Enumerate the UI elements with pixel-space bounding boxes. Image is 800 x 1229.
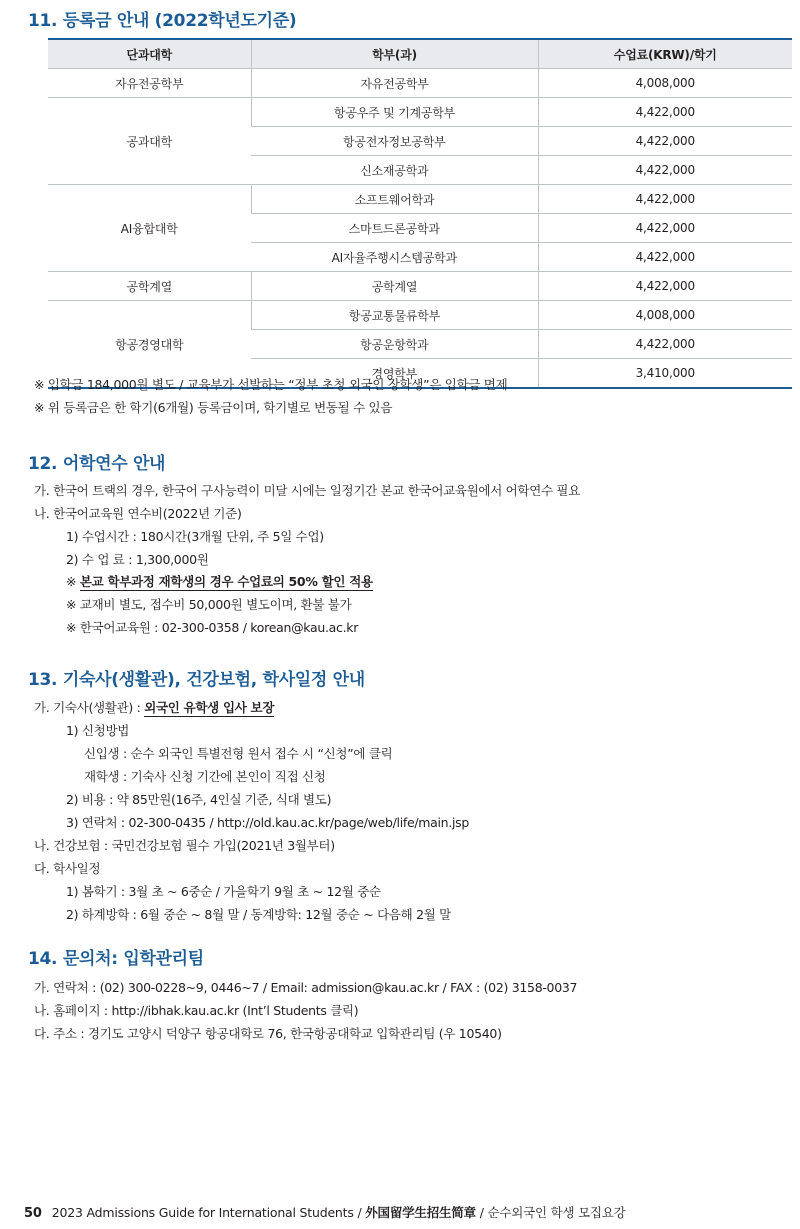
college-cell: 항공경영대학: [48, 301, 251, 389]
page-number: 50: [24, 1206, 42, 1221]
footer-separator: /: [353, 1205, 366, 1220]
department-cell: 경영학부: [251, 359, 538, 389]
section-12-title: 12. 어학연수 안내: [28, 454, 166, 474]
dormitory-cost: 2) 비용 : 약 85만원(16주, 4인실 기준, 식대 별도): [66, 792, 332, 807]
health-insurance: 나. 건강보험 : 국민건강보험 필수 가입(2021년 3월부터): [34, 838, 335, 853]
section-13-title: 13. 기숙사(생활관), 건강보험, 학사일정 안내: [28, 670, 365, 690]
tuition-cell: 4,422,000: [538, 243, 792, 272]
tuition-cell: 4,422,000: [538, 272, 792, 301]
tuition-cell: 4,422,000: [538, 156, 792, 185]
language-discount-note: [66, 572, 373, 590]
dormitory-new-students: 신입생 : 순수 외국인 특별전형 원서 접수 시 “신청”에 클릭: [84, 746, 393, 761]
table-row: [48, 98, 792, 127]
tuition-note-1: ※ 입학금 184,000원 별도 / 교육부가 선발하는 “정부 초청 외국인 장학생”은 입학금 면제: [34, 377, 508, 392]
department-cell: 신소재공학과: [251, 156, 538, 185]
vacation-schedule: 2) 하계방학 : 6월 중순 ~ 8월 말 / 동계방학: 12월 중순 ~ 다음해 2월 말: [66, 907, 451, 922]
language-note-2: ※ 교재비 별도, 접수비 50,000원 별도이며, 환불 불가: [66, 597, 352, 612]
header-college: 단과대학: [48, 39, 251, 69]
tuition-cell: 4,422,000: [538, 330, 792, 359]
section-11-title: 11. 등록금 안내 (2022학년도기준): [28, 11, 297, 31]
guide-title-chinese: 外国留学生招生简章: [365, 1205, 476, 1220]
semester-schedule: 1) 봄학기 : 3월 초 ~ 6중순 / 가을학기 9월 초 ~ 12월 중순: [66, 884, 381, 899]
guide-title: 2023 Admissions Guide for International Students: [51, 1205, 354, 1220]
department-cell: 공학계열: [251, 272, 538, 301]
college-cell: 공학계열: [48, 272, 251, 301]
homepage-info: 나. 홈페이지 : http://ibhak.kau.ac.kr (Int’l Students 클릭): [34, 1003, 359, 1018]
tuition-cell: 3,410,000: [538, 359, 792, 389]
dormitory-current-students: 재학생 : 기숙사 신청 기간에 본인이 직접 신청: [84, 769, 326, 784]
tuition-cell: 4,008,000: [538, 301, 792, 330]
college-cell: 공과대학: [48, 98, 251, 185]
department-cell: 자유전공학부: [251, 69, 538, 98]
tuition-note-2: ※ 위 등록금은 한 학기(6개월) 등록금이며, 학기별로 변동될 수 있음: [34, 400, 393, 415]
dormitory-item: [34, 698, 274, 716]
page-footer: [24, 1203, 626, 1221]
discount-emphasis: 본교 학부과정 재학생의 경우 수업료의 50% 할인 적용: [79, 574, 373, 589]
language-note-3: ※ 한국어교육원 : 02-300-0358 / korean@kau.ac.kr: [66, 620, 359, 635]
tuition-cell: 4,008,000: [538, 69, 792, 98]
footer-separator: /: [475, 1205, 488, 1220]
language-item-a: 가. 한국어 트랙의 경우, 한국어 구사능력이 미달 시에는 일정기간 본교 한국어교육원에서 어학연수 필요: [34, 483, 580, 498]
header-department: 학부(과): [251, 39, 538, 69]
tuition-cell: 4,422,000: [538, 127, 792, 156]
dormitory-contact: 3) 연락처 : 02-300-0435 / http://old.kau.ac.kr/page/web/life/main.jsp: [66, 815, 469, 830]
tuition-table: [48, 38, 792, 389]
table-row: [48, 272, 792, 301]
dormitory-application: 1) 신청방법: [66, 723, 130, 738]
tuition-cell: 4,422,000: [538, 185, 792, 214]
table-row: [48, 69, 792, 98]
department-cell: 스마트드론공학과: [251, 214, 538, 243]
department-cell: 항공운항학과: [251, 330, 538, 359]
header-tuition: 수업료(KRW)/학기: [538, 39, 792, 69]
table-row: [48, 185, 792, 214]
guide-title-korean: 순수외국인 학생 모집요강: [487, 1205, 626, 1220]
department-cell: 항공우주 및 기계공학부: [251, 98, 538, 127]
academic-calendar: 다. 학사일정: [34, 861, 101, 876]
tuition-cell: 4,422,000: [538, 214, 792, 243]
department-cell: AI자율주행시스템공학과: [251, 243, 538, 272]
section-14-title: 14. 문의처: 입학관리팀: [28, 949, 204, 969]
note-mark: ※: [66, 574, 80, 589]
table-header-row: [48, 39, 792, 69]
department-cell: 소프트웨어학과: [251, 185, 538, 214]
contact-info: 가. 연락처 : (02) 300-0228~9, 0446~7 / Email: admission@kau.ac.kr / FAX : (02) 3158-0037: [34, 980, 578, 995]
dormitory-guarantee: 외국인 유학생 입사 보장: [144, 700, 275, 715]
language-fee: 2) 수 업 료 : 1,300,000원: [66, 552, 209, 567]
department-cell: 항공교통물류학부: [251, 301, 538, 330]
address-info: 다. 주소 : 경기도 고양시 덕양구 항공대학로 76, 한국항공대학교 입학관리팀 (우 10540): [34, 1026, 502, 1041]
language-item-b: 나. 한국어교육원 연수비(2022년 기준): [34, 506, 242, 521]
department-cell: 항공전자정보공학부: [251, 127, 538, 156]
college-cell: AI융합대학: [48, 185, 251, 272]
language-hours: 1) 수업시간 : 180시간(3개월 단위, 주 5일 수업): [66, 529, 324, 544]
table-row: [48, 301, 792, 330]
college-cell: 자유전공학부: [48, 69, 251, 98]
dormitory-label: 가. 기숙사(생활관) :: [34, 700, 145, 715]
tuition-cell: 4,422,000: [538, 98, 792, 127]
